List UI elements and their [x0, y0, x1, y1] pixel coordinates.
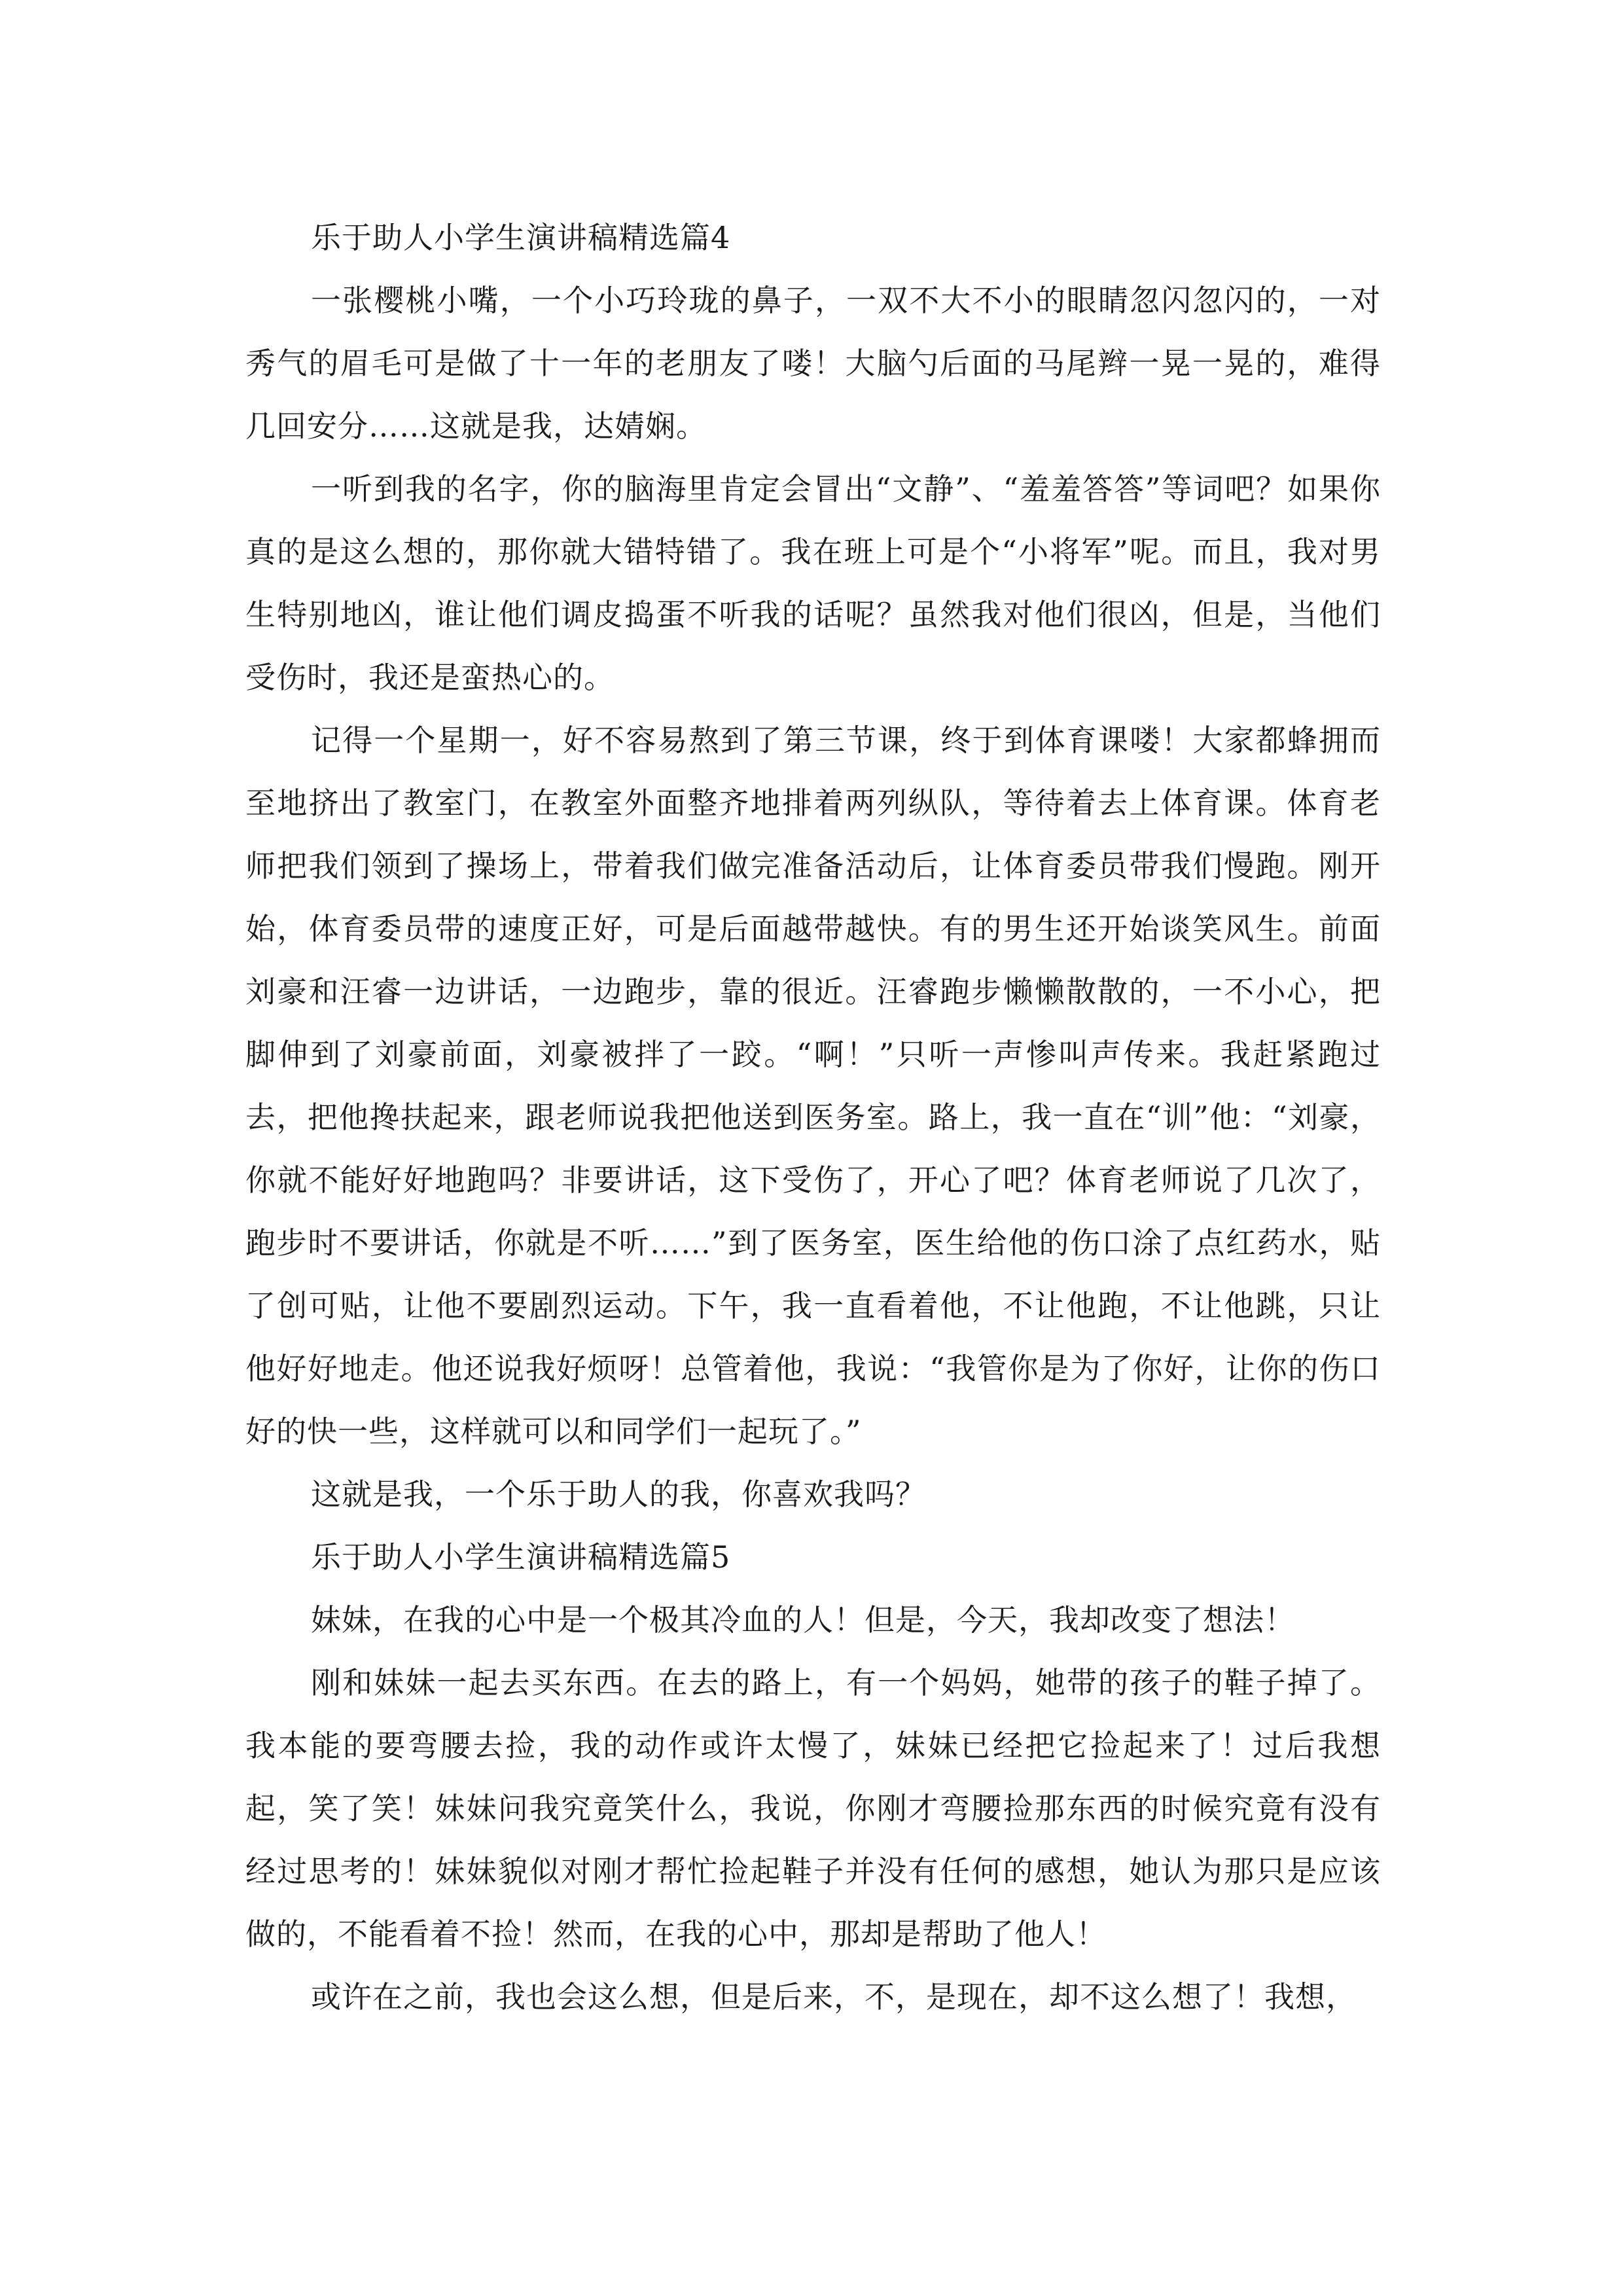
- paragraph: 或许在之前，我也会这么想，但是后来，不，是现在，却不这么想了！我想，: [311, 1979, 1357, 2015]
- section-title-5: 乐于助人小学生演讲稿精选篇5: [311, 1539, 731, 1575]
- paragraph: 这就是我，一个乐于助人的我，你喜欢我吗？: [311, 1477, 926, 1512]
- paragraph: 一听到我的名字，你的脑海里肯定会冒出“文静”、“羞羞答答”等词吧？如果你真的是这么想的，那你就大错特错了。我在班上可是个“小将军”呢。而且，我对男生特别地凶，谁让他们调皮捣蛋不听我的话呢？虽然我对他们很凶，但是，当他们受伤时，我还是蛮热心的。: [245, 471, 1381, 695]
- paragraph: 刚和妹妹一起去买东西。在去的路上，有一个妈妈，她带的孩子的鞋子掉了。我本能的要弯腰去捡，我的动作或许太慢了，妹妹已经把它捡起来了！过后我想起，笑了笑！妹妹问我究竟笑什么，我说，你刚才弯腰捡那东西的时候究竟有没有经过思考的！妹妹貌似对刚才帮忙捡起鞋子并没有任何的感想，她认为那只是应该做的，不能看着不捡！然而，在我的心中，那却是帮助了他人！: [245, 1665, 1381, 1952]
- paragraph: 妹妹，在我的心中是一个极其冷血的人！但是，今天，我却改变了想法！: [311, 1602, 1295, 1638]
- section-title-4: 乐于助人小学生演讲稿精选篇4: [311, 220, 731, 255]
- document-body: [245, 206, 1381, 2028]
- paragraph: 一张樱桃小嘴，一个小巧玲珑的鼻子，一双不大不小的眼睛忽闪忽闪的，一对秀气的眉毛可是做了十一年的老朋友了喽！大脑勺后面的马尾辫一晃一晃的，难得几回安分……这就是我，达婧娴。: [245, 283, 1381, 444]
- paragraph: 记得一个星期一，好不容易熬到了第三节课，终于到体育课喽！大家都蜂拥而至地挤出了教室门，在教室外面整齐地排着两列纵队，等待着去上体育课。体育老师把我们领到了操场上，带着我们做完准备活动后，让体育委员带我们慢跑。刚开始，体育委员带的速度正好，可是后面越带越快。有的男生还开始谈笑风生。前面刘豪和汪睿一边讲话，一边跑步，靠的很近。汪睿跑步懒懒散散的，一不小心，把脚伸到了刘豪前面，刘豪被拌了一跤。“啊！”只听一声惨叫声传来。我赶紧跑过去，把他搀扶起来，跟老师说我把他送到医务室。路上，我一直在“训”他：“刘豪，你就不能好好地跑吗？非要讲话，这下受伤了，开心了吧？体育老师说了几次了，跑步时不要讲话，你就是不听……”到了医务室，医生给他的伤口涂了点红药水，贴了创可贴，让他不要剧烈运动。下午，我一直看着他，不让他跑，不让他跳，只让他好好地走。他还说我好烦呀！总管着他，我说：“我管你是为了你好，让你的伤口好的快一些，这样就可以和同学们一起玩了。”: [245, 723, 1381, 1449]
